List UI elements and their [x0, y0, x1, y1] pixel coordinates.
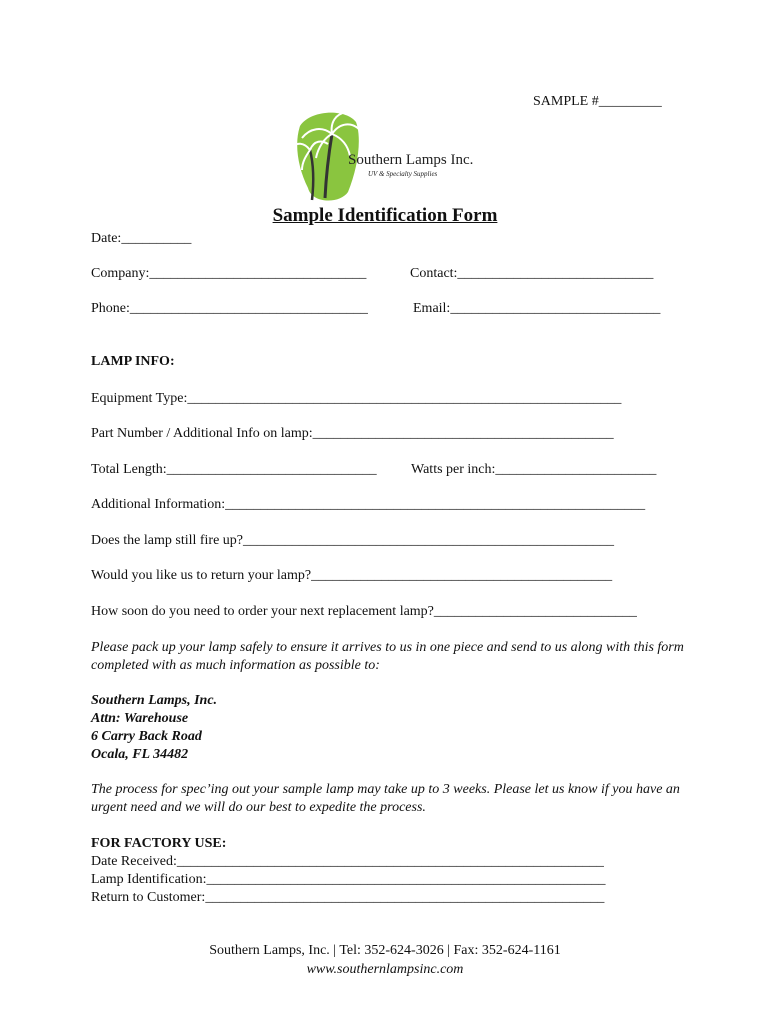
additional-info-field[interactable]: Additional Information:____________________________________________________________	[91, 497, 646, 512]
part-number-field[interactable]: Part Number / Additional Info on lamp:___________________________________________	[91, 426, 614, 441]
palm-tree-icon	[290, 108, 490, 204]
factory-use-heading: FOR FACTORY USE:	[91, 836, 227, 851]
address-line-1: Southern Lamps, Inc.	[91, 693, 218, 708]
logo-name: Southern Lamps Inc.	[348, 152, 474, 168]
page-title: Sample Identification Form	[272, 205, 498, 226]
watts-per-inch-field[interactable]: Watts per inch:_______________________	[411, 462, 657, 477]
company-logo	[290, 108, 490, 204]
total-length-field[interactable]: Total Length:______________________________	[91, 462, 377, 477]
address-line-2: Attn: Warehouse	[91, 711, 189, 726]
address-line-4: Ocala, FL 34482	[91, 747, 189, 762]
lamp-identification-field[interactable]: Lamp Identification:_________________________________________________________	[91, 872, 606, 887]
replacement-field[interactable]: How soon do you need to order your next replacement lamp?_____________________________	[91, 604, 637, 619]
email-field[interactable]: Email:______________________________	[413, 301, 661, 316]
equipment-type-field[interactable]: Equipment Type:______________________________________________________________	[91, 391, 622, 406]
footer-website[interactable]: www.southernlampsinc.com	[306, 962, 464, 977]
date-field[interactable]: Date:__________	[91, 231, 192, 246]
contact-field[interactable]: Contact:____________________________	[410, 266, 654, 281]
date-received-field[interactable]: Date Received:_____________________________________________________________	[91, 854, 604, 869]
address-line-3: 6 Carry Back Road	[91, 729, 202, 744]
footer-contact: Southern Lamps, Inc. | Tel: 352-624-3026 | Fax: 352-624-1161	[209, 943, 561, 958]
company-field[interactable]: Company:_______________________________	[91, 266, 367, 281]
fire-up-field[interactable]: Does the lamp still fire up?_____________________________________________________	[91, 533, 615, 548]
process-note: The process for spec’ing out your sample lamp may take up to 3 weeks. Please let us know if you have an urgent need and we will do our best to expedite the process.	[91, 782, 680, 815]
sample-number-field[interactable]: SAMPLE #_________	[533, 94, 662, 109]
phone-field[interactable]: Phone:__________________________________	[91, 301, 368, 316]
return-lamp-field[interactable]: Would you like us to return your lamp?___________________________________________	[91, 568, 613, 583]
lamp-info-heading: LAMP INFO:	[91, 354, 175, 369]
instructions-text: Please pack up your lamp safely to ensure it arrives to us in one piece and send to us along with this form completed with as much information as possible to:	[91, 640, 684, 673]
return-to-customer-field[interactable]: Return to Customer:_________________________________________________________	[91, 890, 605, 905]
logo-tagline: UV & Specialty Supplies	[368, 170, 438, 178]
